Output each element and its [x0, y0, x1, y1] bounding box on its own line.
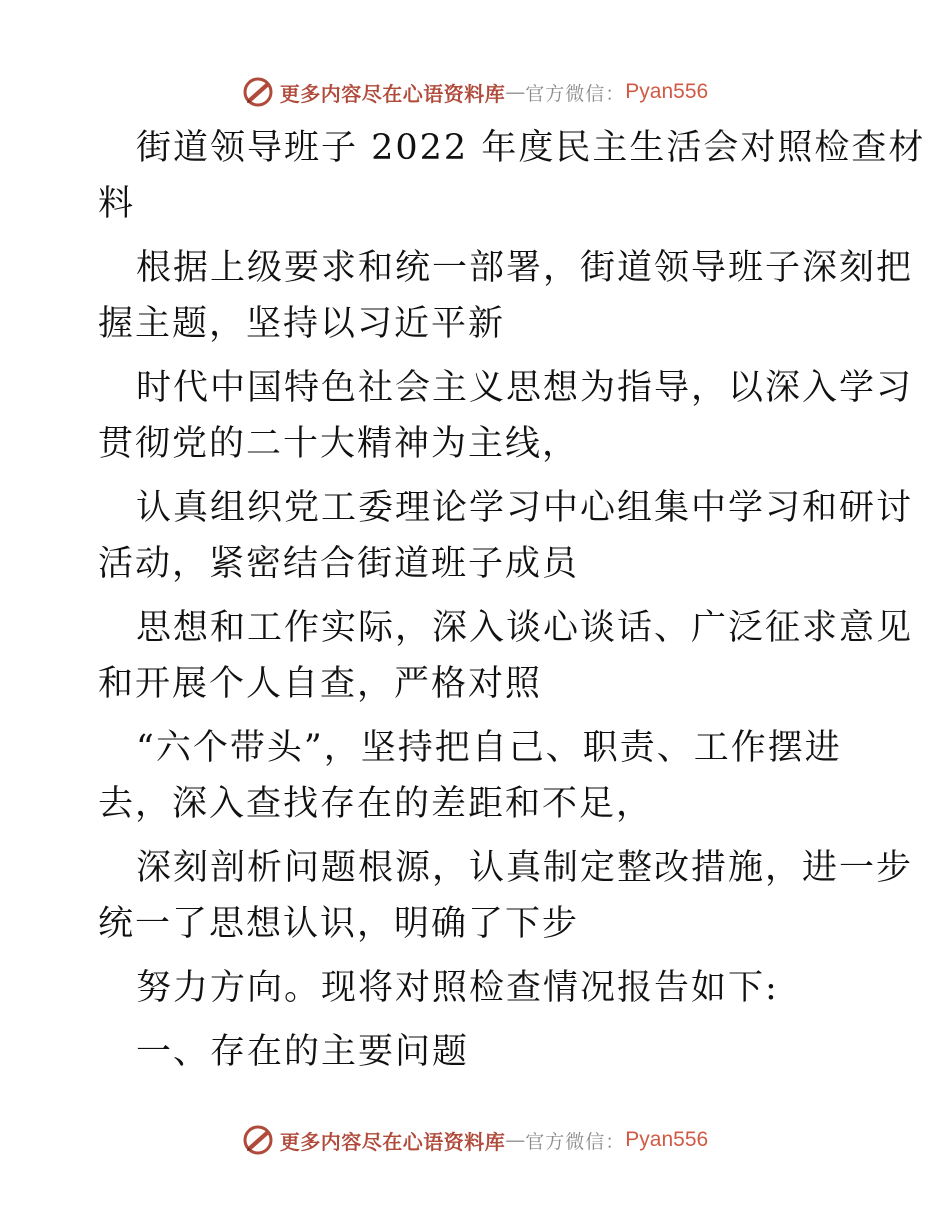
title — [98, 120, 926, 232]
banner-text: 更多内容尽在心语资料库 — [279, 81, 506, 106]
paragraph — [98, 600, 914, 712]
footer-watermark — [0, 1120, 950, 1160]
banner-official: 官方微信： — [525, 1130, 626, 1153]
section-heading — [98, 1024, 858, 1080]
text-line: 活动，紧密结合街道班子成员 — [98, 544, 580, 584]
banner-text: 更多内容尽在心语资料库 — [279, 1129, 506, 1154]
text-line: 和开展个人自查，严格对照 — [98, 664, 543, 704]
header-watermark — [0, 72, 950, 112]
paragraph — [98, 480, 914, 592]
paragraph — [98, 720, 858, 832]
text-line: 努力方向。现将对照检查情况报告如下: — [136, 968, 779, 1008]
text-line: 时代中国特色社会主义思想为指导，以深入学习 — [136, 368, 914, 408]
banner-dash: — — [505, 80, 526, 104]
paragraph — [98, 840, 914, 952]
text-line: 贯彻党的二十大精神为主线， — [98, 424, 580, 464]
banner-official: 官方微信： — [525, 82, 626, 105]
text-line: 认真组织党工委理论学习中心组集中学习和研讨 — [136, 488, 914, 528]
text-line: 深刻剖析问题根源，认真制定整改措施，进一步 — [136, 848, 914, 888]
pen-logo-icon — [242, 1123, 276, 1157]
paragraph — [98, 360, 914, 472]
text-line: 根据上级要求和统一部署，街道领导班子深刻把 — [136, 248, 914, 288]
paragraph — [98, 960, 858, 1016]
pen-logo-icon — [242, 75, 276, 109]
text-line: “六个带头”，坚持把自己、职责、工作摆进 — [136, 728, 842, 768]
banner-handle: Pyan556 — [625, 1128, 709, 1151]
text-line: 料 — [98, 184, 136, 224]
banner-dash: — — [505, 1128, 526, 1152]
paragraph — [98, 240, 914, 352]
text-line: 一、存在的主要问题 — [136, 1032, 470, 1072]
text-line: 握主题，坚持以习近平新 — [98, 304, 506, 344]
text-line: 思想和工作实际，深入谈心谈话、广泛征求意见 — [136, 608, 914, 648]
text-line: 街道领导班子 2022 年度民主生活会对照检查材 — [136, 128, 926, 168]
text-line: 统一了思想认识，明确了下步 — [98, 904, 580, 944]
banner-handle: Pyan556 — [625, 80, 709, 103]
document-body — [98, 120, 926, 1080]
text-line: 去，深入查找存在的差距和不足， — [98, 784, 654, 824]
